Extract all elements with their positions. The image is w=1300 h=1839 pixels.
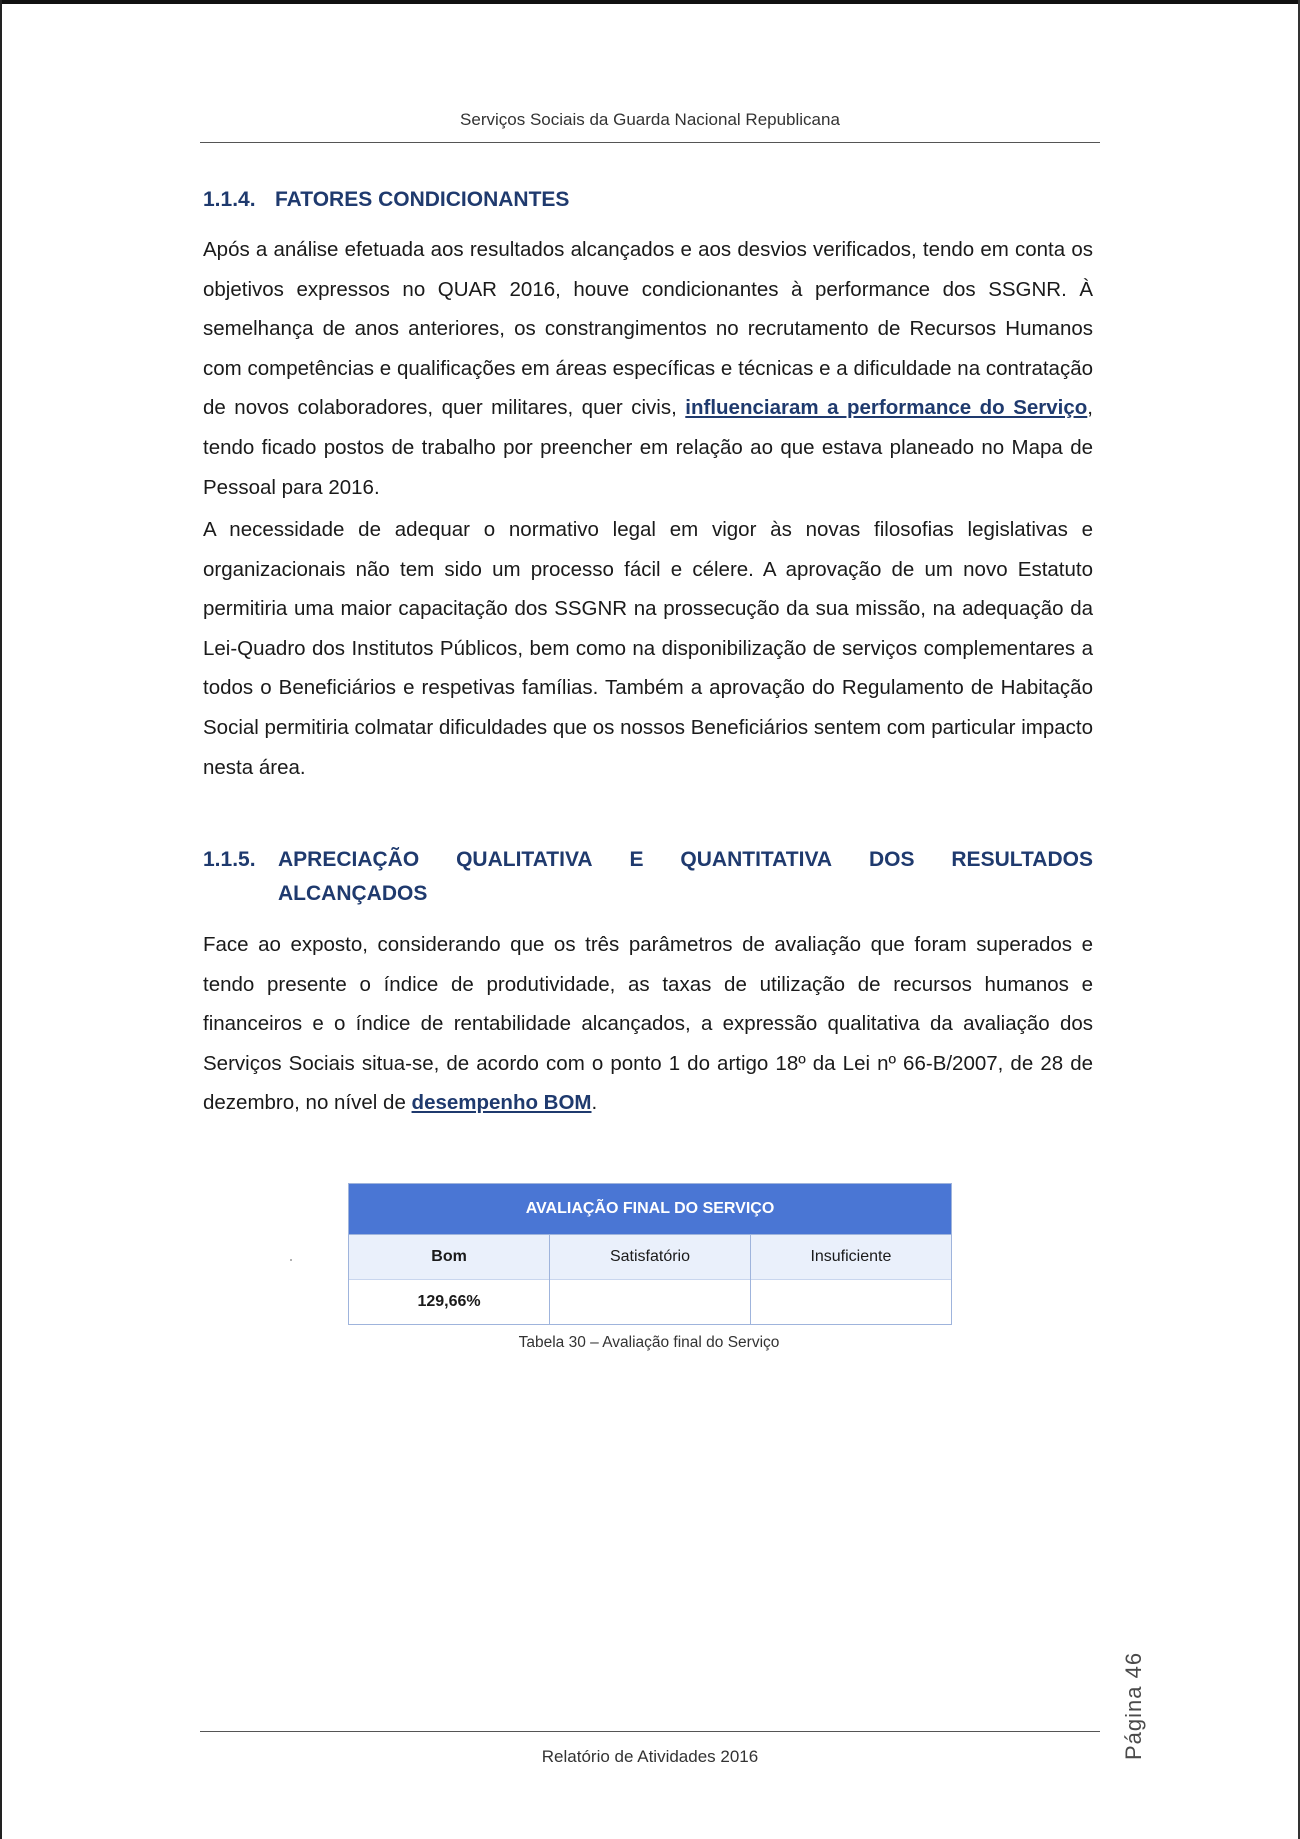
paragraph-text: , tendo ficado postos de trabalho por preencher em relação ao que estava planeado no Mapa de Pessoal para 2016. [203,396,1093,499]
table-header-row [349,1235,951,1280]
title-word: RESULTADOS [951,848,1093,871]
scan-border-top [0,0,1300,4]
column-header-insuficiente: Insuficiente [750,1235,951,1280]
section-heading-1-1-4 [203,188,1093,212]
paragraph-condicionantes [203,230,1093,507]
scan-speck [290,1259,292,1261]
paragraph-text: . [591,1091,598,1115]
section-title-line-1 [278,843,1093,877]
paragraph-apreciacao [203,925,1093,1123]
page-number: Página 46 [1121,1651,1146,1760]
section-number: 1.1.5. [203,848,256,871]
section-title: FATORES CONDICIONANTES [275,188,570,211]
title-word: DOS [868,848,915,871]
value-insuficiente [750,1280,951,1325]
value-satisfatorio [550,1280,751,1325]
evaluation-table [348,1183,952,1325]
column-header-satisfatorio: Satisfatório [550,1235,751,1280]
title-word: E [629,848,644,871]
footer-divider [200,1731,1100,1732]
header-divider [200,142,1100,143]
emphasis-desempenho-bom: desempenho BOM [411,1091,592,1115]
value-bom: 129,66% [349,1280,550,1325]
title-word: QUANTITATIVA [680,848,833,871]
running-header: Serviços Sociais da Guarda Nacional Republicana [460,110,840,129]
section-title-line-2: ALCANÇADOS [278,882,428,905]
column-header-bom: Bom [349,1235,550,1280]
table-title: AVALIAÇÃO FINAL DO SERVIÇO [349,1184,951,1235]
title-word: APRECIAÇÃO [278,848,420,871]
running-footer: Relatório de Atividades 2016 [541,1747,759,1766]
scan-border-left [0,0,2,1839]
paragraph-text: Face ao exposto, considerando que os três parâmetros de avaliação que foram superados e tendo presente o índice de produtividade, as taxas de utilização de recursos humanos e financeiros e o índice de rentabilidade alcançados, a expressão qualitativa da avaliação dos Serviços Sociais situa-se, de acordo com o ponto 1 do artigo 18º da Lei nº 66-B/2007, de 28 de dezembro, no nível de [203,933,1093,1115]
paragraph-normativo: A necessidade de adequar o normativo legal em vigor às novas filosofias legislativas e organizacionais não tem sido um processo fácil e célere. A aprovação de um novo Estatuto permitiria uma maior capacitação dos SSGNR na prossecução da sua missão, na adequação da Lei-Quadro dos Institutos Públicos, bem como na disponibilização de serviços complementares a todos o Beneficiários e respetivas famílias. Também a aprovação do Regulamento de Habitação Social permitiria colmatar dificuldades que os nossos Beneficiários sentem com particular impacto nesta área. [203,518,1093,779]
title-word: QUALITATIVA [456,848,593,871]
table-caption: Tabela 30 – Avaliação final do Serviço [518,1334,780,1351]
paragraph-text: Após a análise efetuada aos resultados alcançados e aos desvios verificados, tendo em conta os objetivos expressos no QUAR 2016, houve condicionantes à performance dos SSGNR. À semelhança de anos anteriores, os constrangimentos no recrutamento de Recursos Humanos com competências e qualificações em áreas específicas e técnicas e a dificuldade na contratação de novos colaboradores, quer militares, quer civis, [203,238,1093,420]
table-row [349,1280,951,1325]
section-number: 1.1.4. [203,188,256,211]
emphasis-influenciaram: influenciaram a performance do Serviço [685,396,1088,420]
